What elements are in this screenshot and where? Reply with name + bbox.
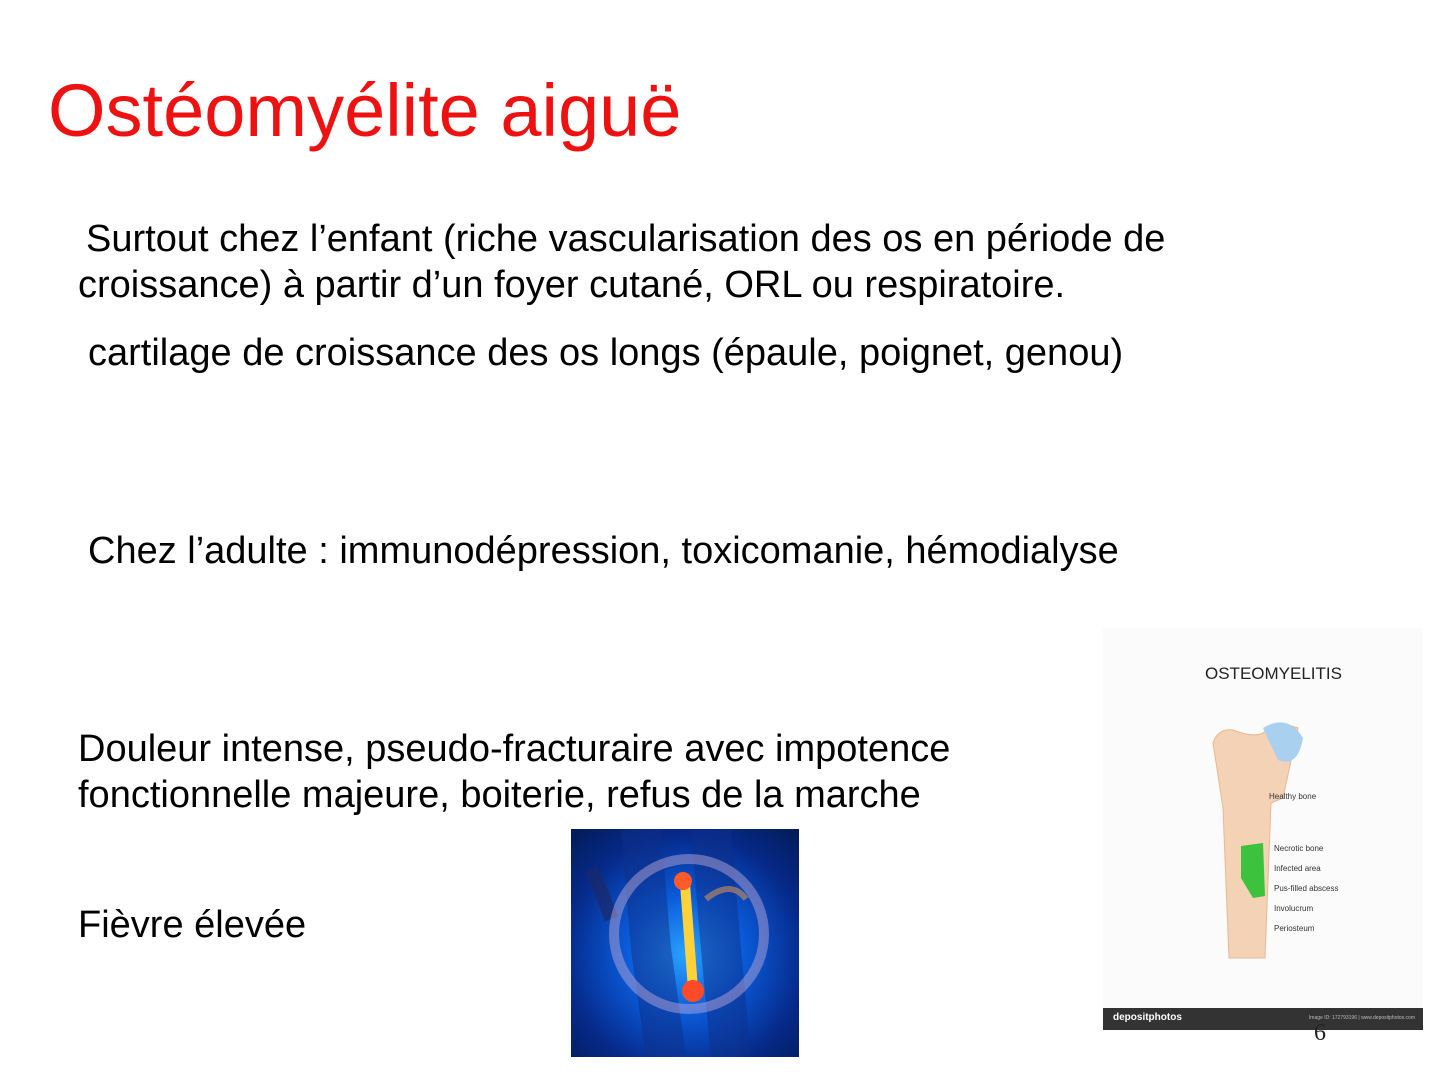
paragraph-line: fonctionnelle majeure, boiterie, refus de la marche bbox=[78, 774, 921, 816]
watermark-logo: depositphotos bbox=[1113, 1012, 1182, 1023]
paragraph-line: Douleur intense, pseudo-fracturaire avec impotence bbox=[78, 728, 951, 770]
paragraph-line: croissance) à partir d’un foyer cutané, ORL ou respiratoire. bbox=[78, 264, 1066, 306]
watermark-bar bbox=[1103, 1008, 1423, 1030]
diagram-label: Periosteum bbox=[1274, 924, 1315, 933]
paragraph-cartilage bbox=[88, 330, 1123, 376]
diagram-label: Necrotic bone bbox=[1274, 844, 1324, 853]
diagram-title: OSTEOMYELITIS bbox=[1205, 664, 1342, 683]
paragraph-line: Chez l’adulte : immunodépression, toxicomanie, hémodialyse bbox=[88, 530, 1119, 572]
paragraph-children bbox=[78, 216, 1165, 308]
paragraph-line: Surtout chez l’enfant (riche vascularisation des os en période de bbox=[86, 218, 1166, 260]
diagram-label: Pus-filled abscess bbox=[1274, 884, 1339, 893]
watermark-info: Image ID: 172793196 | www.depositphotos.com bbox=[1308, 1015, 1415, 1021]
bone-diagram-icon bbox=[1103, 628, 1423, 1030]
paragraph-line: cartilage de croissance des os longs (épaule, poignet, genou) bbox=[88, 332, 1124, 374]
diagram-label: Infected area bbox=[1274, 864, 1321, 873]
page-number: 6 bbox=[1314, 1020, 1326, 1046]
paragraph-adult bbox=[88, 528, 1119, 574]
osteomyelitis-diagram bbox=[1103, 628, 1423, 1030]
paragraph-pain bbox=[78, 726, 950, 818]
femur-xray-image bbox=[571, 829, 799, 1057]
paragraph-fever bbox=[78, 902, 306, 948]
diagram-label: Involucrum bbox=[1274, 904, 1314, 913]
body-illustration-icon bbox=[571, 829, 799, 1057]
slide-title: Ostéomyélite aiguë bbox=[48, 69, 682, 152]
diagram-label: Healthy bone bbox=[1269, 792, 1317, 801]
paragraph-line: Fièvre élevée bbox=[78, 904, 307, 946]
